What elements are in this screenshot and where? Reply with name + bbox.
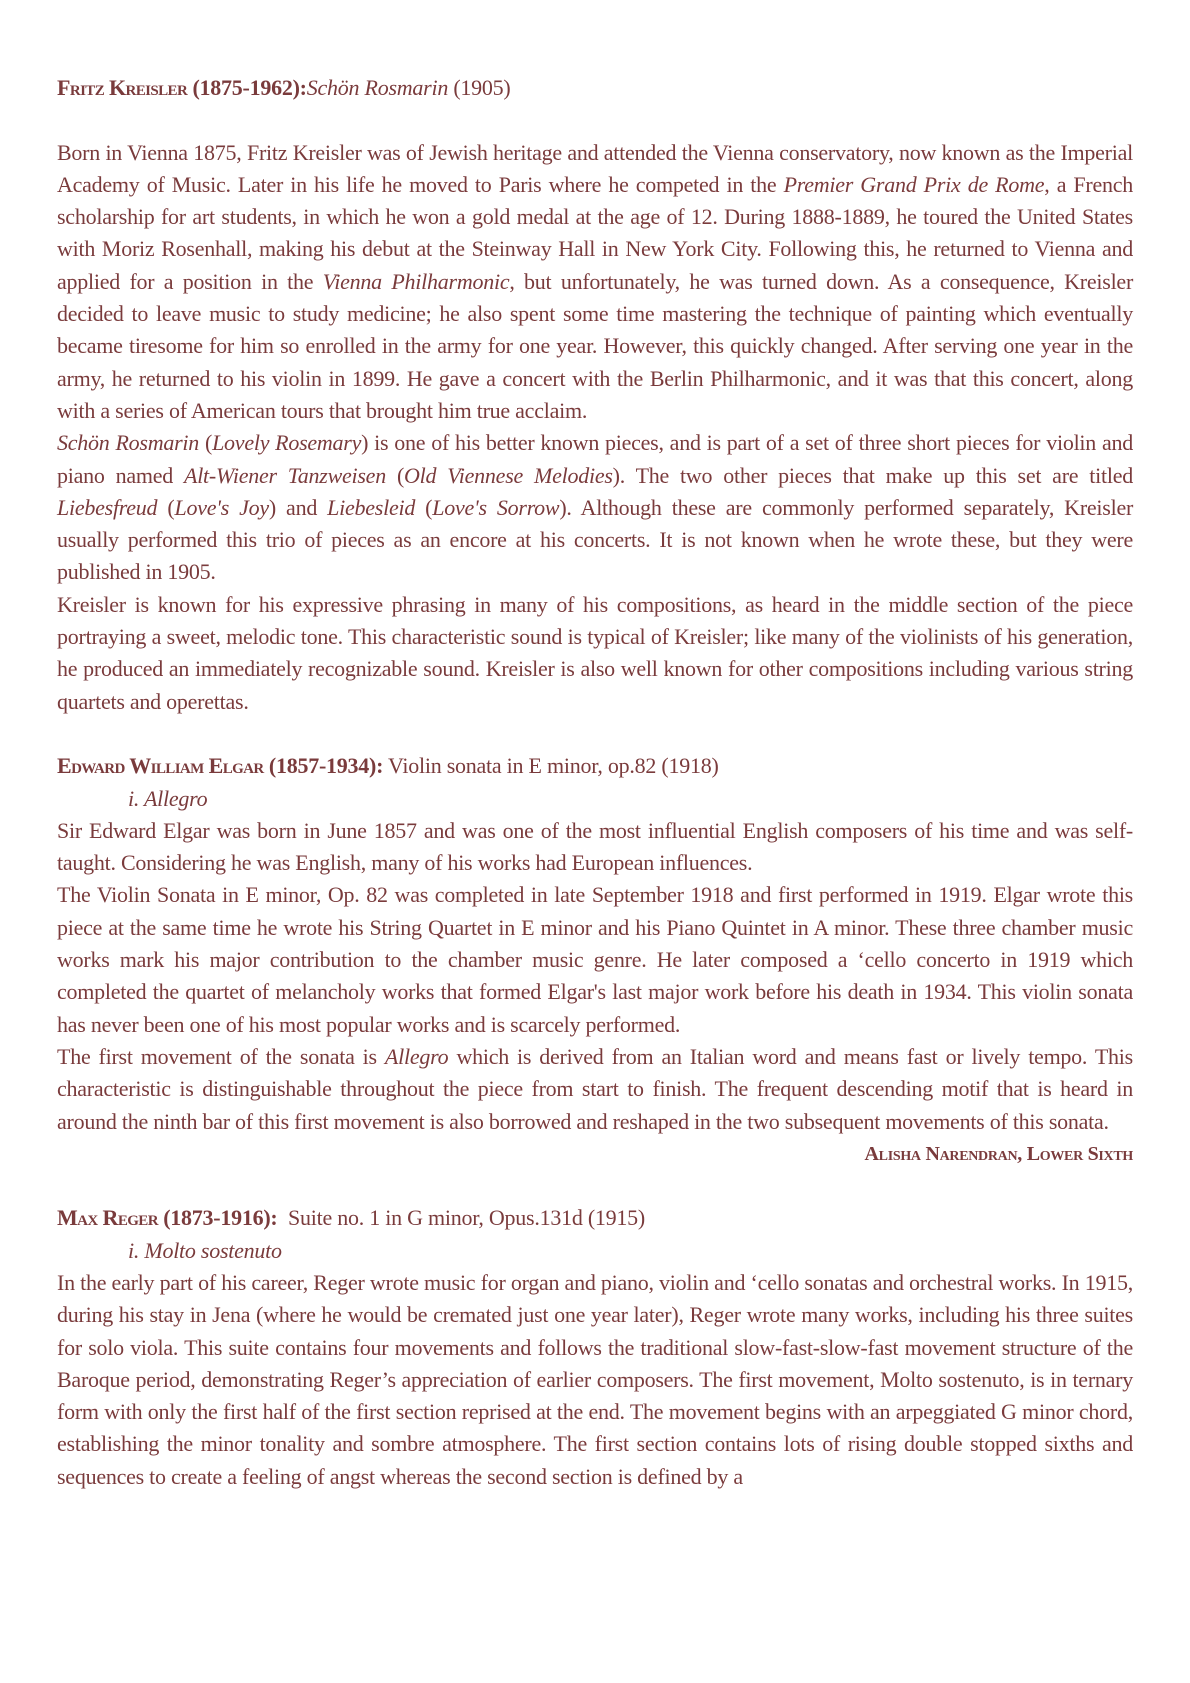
italic-run: Liebesfreud	[57, 494, 158, 520]
text-run: Born in Vienna 1875, Fritz Kreisler was of Jewish heritage and attended the Vienna conservatory, now known as the Imperial Academy of Music. Later in his life he moved to Paris where he competed in the	[57, 139, 1133, 197]
section-kreisler	[57, 72, 1133, 718]
paragraph	[57, 1267, 1133, 1493]
spacer	[57, 104, 1133, 136]
paragraph	[57, 589, 1133, 718]
italic-run: Schön Rosmarin	[57, 430, 200, 456]
text-run: (	[199, 430, 213, 456]
text-run: In the early part of his career, Reger wrote music for organ and piano, violin and ‘cello sonatas and orchestral works. In 1915, during his stay in Jena (where he would be cremated just one year later), Reger wrote many works, including his three suites for solo viola. This suite contains four movements and follows the traditional slow-fast-slow-fast movement structure of the Baroque period, demonstrating Reger’s appreciation of earlier composers. The first movement, Molto sostenuto, is in ternary form with only the first half of the first section reprised at the end. The movement begins with an arpeggiated G minor chord, establishing the minor tonality and sombre atmosphere. The first section contains lots of rising double stopped sixths and sequences to create a feeling of angst whereas the second section is defined by a	[57, 1269, 1133, 1489]
section-heading	[57, 72, 1133, 104]
composer-name: Edward William Elgar	[57, 753, 264, 779]
section-heading	[57, 1202, 1133, 1234]
text-run: ) and	[268, 494, 328, 520]
italic-run: Vienna Philharmonic	[322, 268, 510, 294]
paragraph	[57, 815, 1133, 880]
text-run: (	[415, 494, 433, 520]
movement-title: i. Molto sostenuto	[128, 1237, 282, 1263]
text-run: ). The two other pieces that make up this set are titled	[612, 462, 1133, 488]
text-run: , a French scholarship for art students, in which he won a gold medal at the age of 12. During 1888-1889, he toured the United States with Moriz Rosenhall, making his debut at the Steinway Hall in New York City. Following this, he returned to Vienna and applied for a position in the	[57, 171, 1133, 294]
italic-run: Old Viennese Melodies	[404, 462, 613, 488]
text-run: which is derived from an Italian word and means fast or lively tempo. This characteristic is distinguishable throughout the piece from start to finish. The frequent descending motif that is heard in around the ninth bar of this first movement is also borrowed and reshaped in the two subsequent movements of this sonata.	[57, 1043, 1133, 1134]
programme-notes-page	[57, 72, 1133, 1493]
author-signature: Alisha Narendran, Lower Sixth	[864, 1142, 1133, 1165]
spacer	[57, 718, 1133, 750]
work-title: Suite no. 1 in G minor, Opus.131d (1915)	[277, 1205, 645, 1231]
composer-dates: (1875-1962):	[192, 75, 307, 100]
work-title: Violin sonata in E minor, op.82 (1918)	[383, 753, 719, 779]
composer-name: Max Reger	[57, 1205, 158, 1231]
italic-run: Liebesleid	[327, 494, 416, 520]
text-run: (	[157, 494, 175, 520]
text-run: ) is one of his better known pieces, and is part of a set of three short pieces for violin and piano named	[57, 430, 1134, 488]
composer-name: Fritz Kreisler	[57, 75, 188, 100]
paragraph	[57, 1041, 1133, 1138]
movement-title: i. Allegro	[128, 785, 208, 811]
paragraph	[57, 879, 1133, 1040]
text-run: Sir Edward Elgar was born in June 1857 and was one of the most influential English composers of his time and was self-taught. Considering he was English, many of his works had European influences.	[57, 817, 1133, 876]
italic-run: Love's Joy	[174, 494, 269, 520]
text-run: ). Although these are commonly performed separately, Kreisler usually performed this trio of pieces as an encore at his concerts. It is not known when he wrote these, but they were published in 1905.	[57, 494, 1134, 585]
work-title: Schön Rosmarin	[306, 75, 449, 100]
text-run: , but unfortunately, he was turned down. As a consequence, Kreisler decided to leave music to study medicine; he also spent some time mastering the technique of painting which eventually became tiresome for him so enrolled in the army for one year. However, this quickly changed. After serving one year in the army, he returned to his violin in 1899. He gave a concert with the Berlin Philharmonic, and it was that this concert, along with a series of American tours that brought him true acclaim.	[57, 268, 1134, 423]
italic-run: Premier Grand Prix de Rome	[783, 171, 1045, 197]
italic-run: Love's Sorrow	[432, 494, 560, 520]
work-year: (1905)	[448, 75, 511, 100]
paragraph	[57, 137, 1133, 428]
composer-dates: (1857-1934):	[268, 753, 384, 779]
italic-run: Allegro	[384, 1043, 449, 1069]
section-reger	[57, 1202, 1133, 1493]
spacer	[57, 1170, 1133, 1202]
composer-dates: (1873-1916):	[163, 1205, 278, 1231]
text-run: The first movement of the sonata is	[57, 1043, 385, 1069]
section-heading	[57, 750, 1133, 782]
italic-run: Lovely Rosemary	[212, 430, 362, 456]
section-elgar	[57, 750, 1133, 1170]
text-run: Kreisler is known for his expressive phrasing in many of his compositions, as heard in the middle section of the piece portraying a sweet, melodic tone. This characteristic sound is typical of Kreisler; like many of the violinists of his generation, he produced an immediately recognizable sound. Kreisler is also well known for other compositions including various string quartets and operettas.	[57, 591, 1133, 714]
paragraph	[57, 427, 1133, 588]
text-run: (	[385, 462, 405, 488]
text-run: The Violin Sonata in E minor, Op. 82 was completed in late September 1918 and first performed in 1919. Elgar wrote this piece at the same time he wrote his String Quartet in E minor and his Piano Quintet in A minor. These three chamber music works mark his major contribution to the chamber music genre. He later composed a ‘cello concerto in 1919 which completed the quartet of melancholy works that formed Elgar's last major work before his death in 1934. This violin sonata has never been one of his most popular works and is scarcely performed.	[57, 882, 1133, 1037]
italic-run: Alt-Wiener Tanzweisen	[184, 462, 386, 488]
